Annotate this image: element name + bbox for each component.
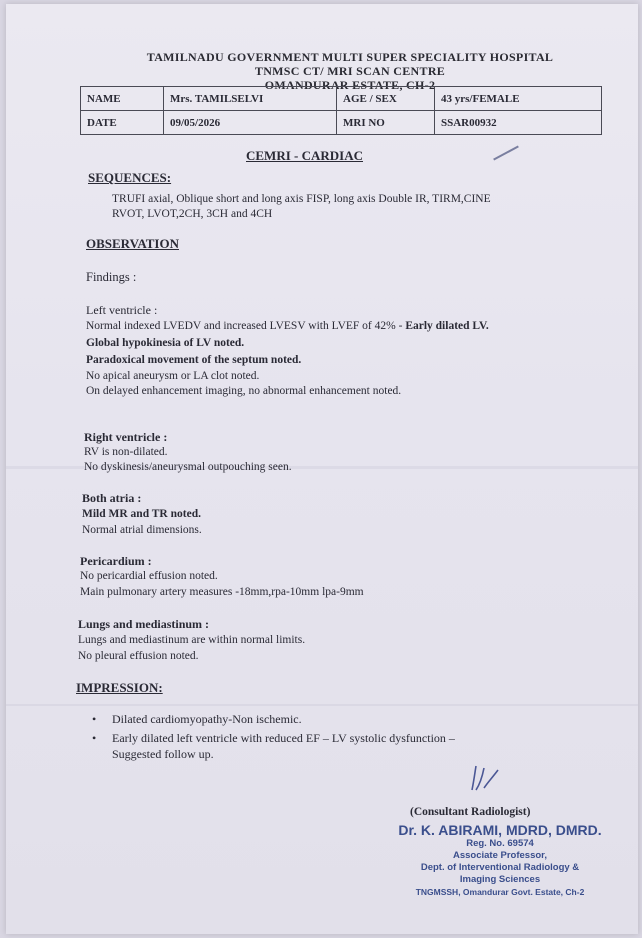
findings-label: Findings : (86, 270, 137, 284)
hospital-address: OMANDURAR ESTATE, CH-2 (264, 78, 436, 92)
radiologist-stamp (380, 822, 620, 898)
exam-date: 09/05/2026 (164, 111, 337, 135)
lungs-finding: No pleural effusion noted. (78, 650, 199, 662)
impression-item: • Early dilated left ventricle with reduced EF – LV systolic dysfunction – (112, 731, 455, 746)
agesex-label: AGE / SEX (337, 87, 435, 111)
impression-item-cont: Suggested follow up. (112, 747, 214, 761)
lv-finding-text: Normal indexed LVEDV and increased LVESV with LVEF of 42% - (86, 320, 406, 332)
atria-finding: Mild MR and TR noted. (82, 508, 201, 520)
sequences-line: RVOT, LVOT,2CH, 3CH and 4CH (112, 208, 273, 220)
name-label: NAME (81, 87, 164, 111)
lv-finding: Global hypokinesia of LV noted. (86, 337, 245, 349)
rv-finding: No dyskinesis/aneurysmal outpouching seen. (84, 461, 292, 473)
centre-name: TNMSC CT/ MRI SCAN CENTRE (254, 64, 446, 78)
lv-finding-emphasis: Early dilated LV. (405, 320, 489, 332)
lv-finding: Paradoxical movement of the septum noted. (86, 354, 302, 366)
department: Imaging Sciences (459, 874, 541, 885)
mrino-label: MRI NO (337, 111, 435, 135)
designation: Associate Professor, (453, 850, 547, 861)
sequences-line: TRUFI axial, Oblique short and long axis FISP, long axis Double IR, TIRM,CINE (112, 193, 491, 205)
patient-name: Mrs. TAMILSELVI (164, 87, 337, 111)
sequences-heading: SEQUENCES: (88, 170, 172, 185)
patient-agesex: 43 yrs/FEMALE (435, 87, 602, 111)
lungs-finding: Lungs and mediastinum are within normal limits. (78, 634, 306, 646)
pericardium-heading: Pericardium : (80, 554, 152, 568)
lv-finding: No apical aneurysm or LA clot noted. (86, 370, 260, 382)
pericardium-finding: Main pulmonary artery measures -18mm,rpa-10mm lpa-9mm (80, 586, 364, 598)
paper-fold (6, 704, 638, 706)
pericardium-finding: No pericardial effusion noted. (80, 570, 218, 582)
lv-heading: Left ventricle : (86, 303, 158, 317)
radiologist-name: Dr. K. ABIRAMI, MDRD, DMRD. (398, 822, 602, 838)
lungs-heading: Lungs and mediastinum : (78, 617, 210, 631)
lv-finding: On delayed enhancement imaging, no abnormal enhancement noted. (86, 385, 402, 397)
atria-heading: Both atria : (82, 491, 142, 505)
registration-number: Reg. No. 69574 (466, 838, 534, 849)
mri-number: SSAR00932 (435, 111, 602, 135)
signature-icon (466, 760, 506, 796)
institution: TNGMSSH, Omandurar Govt. Estate, Ch-2 (415, 887, 585, 897)
department: Dept. of Interventional Radiology & (420, 862, 580, 873)
exam-title: CEMRI - CARDIAC (246, 148, 363, 163)
atria-finding: Normal atrial dimensions. (82, 524, 202, 536)
date-label: DATE (81, 111, 164, 135)
patient-info-table (80, 86, 602, 135)
lv-finding (86, 320, 489, 332)
observation-heading: OBSERVATION (86, 236, 179, 251)
rv-heading: Right ventricle : (84, 430, 168, 444)
rv-finding: RV is non-dilated. (84, 446, 168, 458)
consultant-role: (Consultant Radiologist) (410, 806, 531, 818)
impression-item: • Dilated cardiomyopathy-Non ischemic. (112, 712, 302, 727)
hospital-name: TAMILNADU GOVERNMENT MULTI SUPER SPECIALITY HOSPITAL (146, 50, 554, 64)
impression-heading: IMPRESSION: (76, 680, 163, 695)
